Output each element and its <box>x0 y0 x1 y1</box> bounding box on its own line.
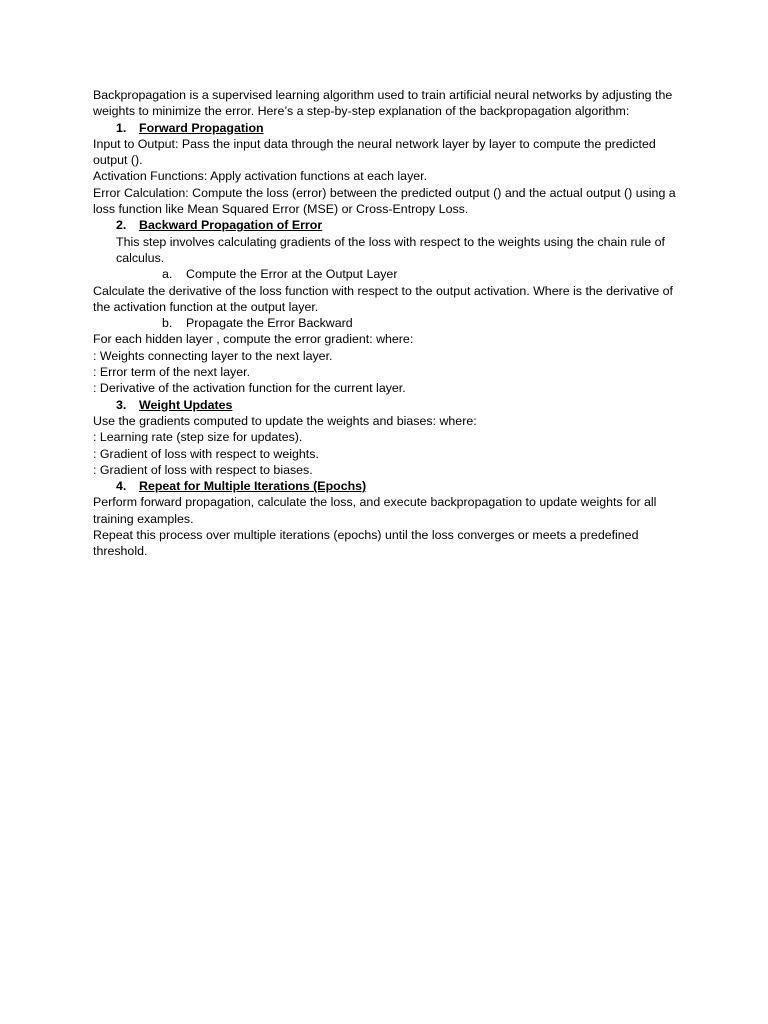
definition-learning-rate: : Learning rate (step size for updates). <box>93 430 303 445</box>
paragraph-repeat-process: Repeat this process over multiple iterations (epochs) until the loss converges or meets a predefined threshold. <box>93 528 639 559</box>
subsection-letter: b. <box>162 316 173 331</box>
section-number: 2. <box>116 218 127 233</box>
subsection-letter: a. <box>162 267 173 282</box>
definition-error-term: : Error term of the next layer. <box>93 365 251 380</box>
section-title: Weight Updates <box>139 397 233 412</box>
paragraph-backward-description: This step involves calculating gradients of the loss with respect to the weights using the chain rule of calculus. <box>116 234 665 265</box>
document-body <box>93 87 683 560</box>
section-title: Backward Propagation of Error <box>139 218 323 233</box>
paragraph-input-to-output: Input to Output: Pass the input data through the neural network layer by layer to compute the predicted output (). <box>93 136 656 168</box>
subsection-title: Propagate the Error Backward <box>186 316 353 331</box>
definition-weights: : Weights connecting layer to the next layer. <box>93 348 333 363</box>
section-heading-repeat-iterations <box>93 478 683 494</box>
section-title: Forward Propagation <box>139 120 264 135</box>
paragraph-output-derivative: Calculate the derivative of the loss function with respect to the output activation. Where is the derivative of the activation function at the output layer. <box>93 283 673 314</box>
paragraph-error-calculation: Error Calculation: Compute the loss (error) between the predicted output () and the actual output () using a loss function like Mean Squared Error (MSE) or Cross-Entropy Loss. <box>93 185 676 217</box>
subsection-heading-propagate-error <box>93 315 683 331</box>
subsection-title: Compute the Error at the Output Layer <box>186 267 398 282</box>
section-heading-weight-updates <box>93 397 683 413</box>
paragraph-perform-forward: Perform forward propagation, calculate the loss, and execute backpropagation to update weights for all training examples. <box>93 495 657 526</box>
section-number: 4. <box>116 479 127 494</box>
section-number: 1. <box>116 120 127 135</box>
definition-weight-gradient: : Gradient of loss with respect to weights. <box>93 446 319 461</box>
subsection-heading-output-error <box>93 266 683 282</box>
section-heading-forward-propagation <box>93 120 683 136</box>
definition-activation-derivative: : Derivative of the activation function for the current layer. <box>93 381 406 396</box>
paragraph-activation-functions: Activation Functions: Apply activation functions at each layer. <box>93 169 428 184</box>
section-heading-backward-propagation <box>93 217 683 233</box>
intro-paragraph: Backpropagation is a supervised learning algorithm used to train artificial neural networks by adjusting the weights to minimize the error. Here’s a step-by-step explanation of the backpropagation algorithm: <box>93 88 673 119</box>
paragraph-update-weights: Use the gradients computed to update the weights and biases: where: <box>93 413 477 428</box>
paragraph-hidden-layer-gradient: For each hidden layer , compute the error gradient: where: <box>93 332 414 347</box>
definition-bias-gradient: : Gradient of loss with respect to biases. <box>93 462 313 477</box>
section-title: Repeat for Multiple Iterations (Epochs) <box>139 479 367 494</box>
section-number: 3. <box>116 397 127 412</box>
